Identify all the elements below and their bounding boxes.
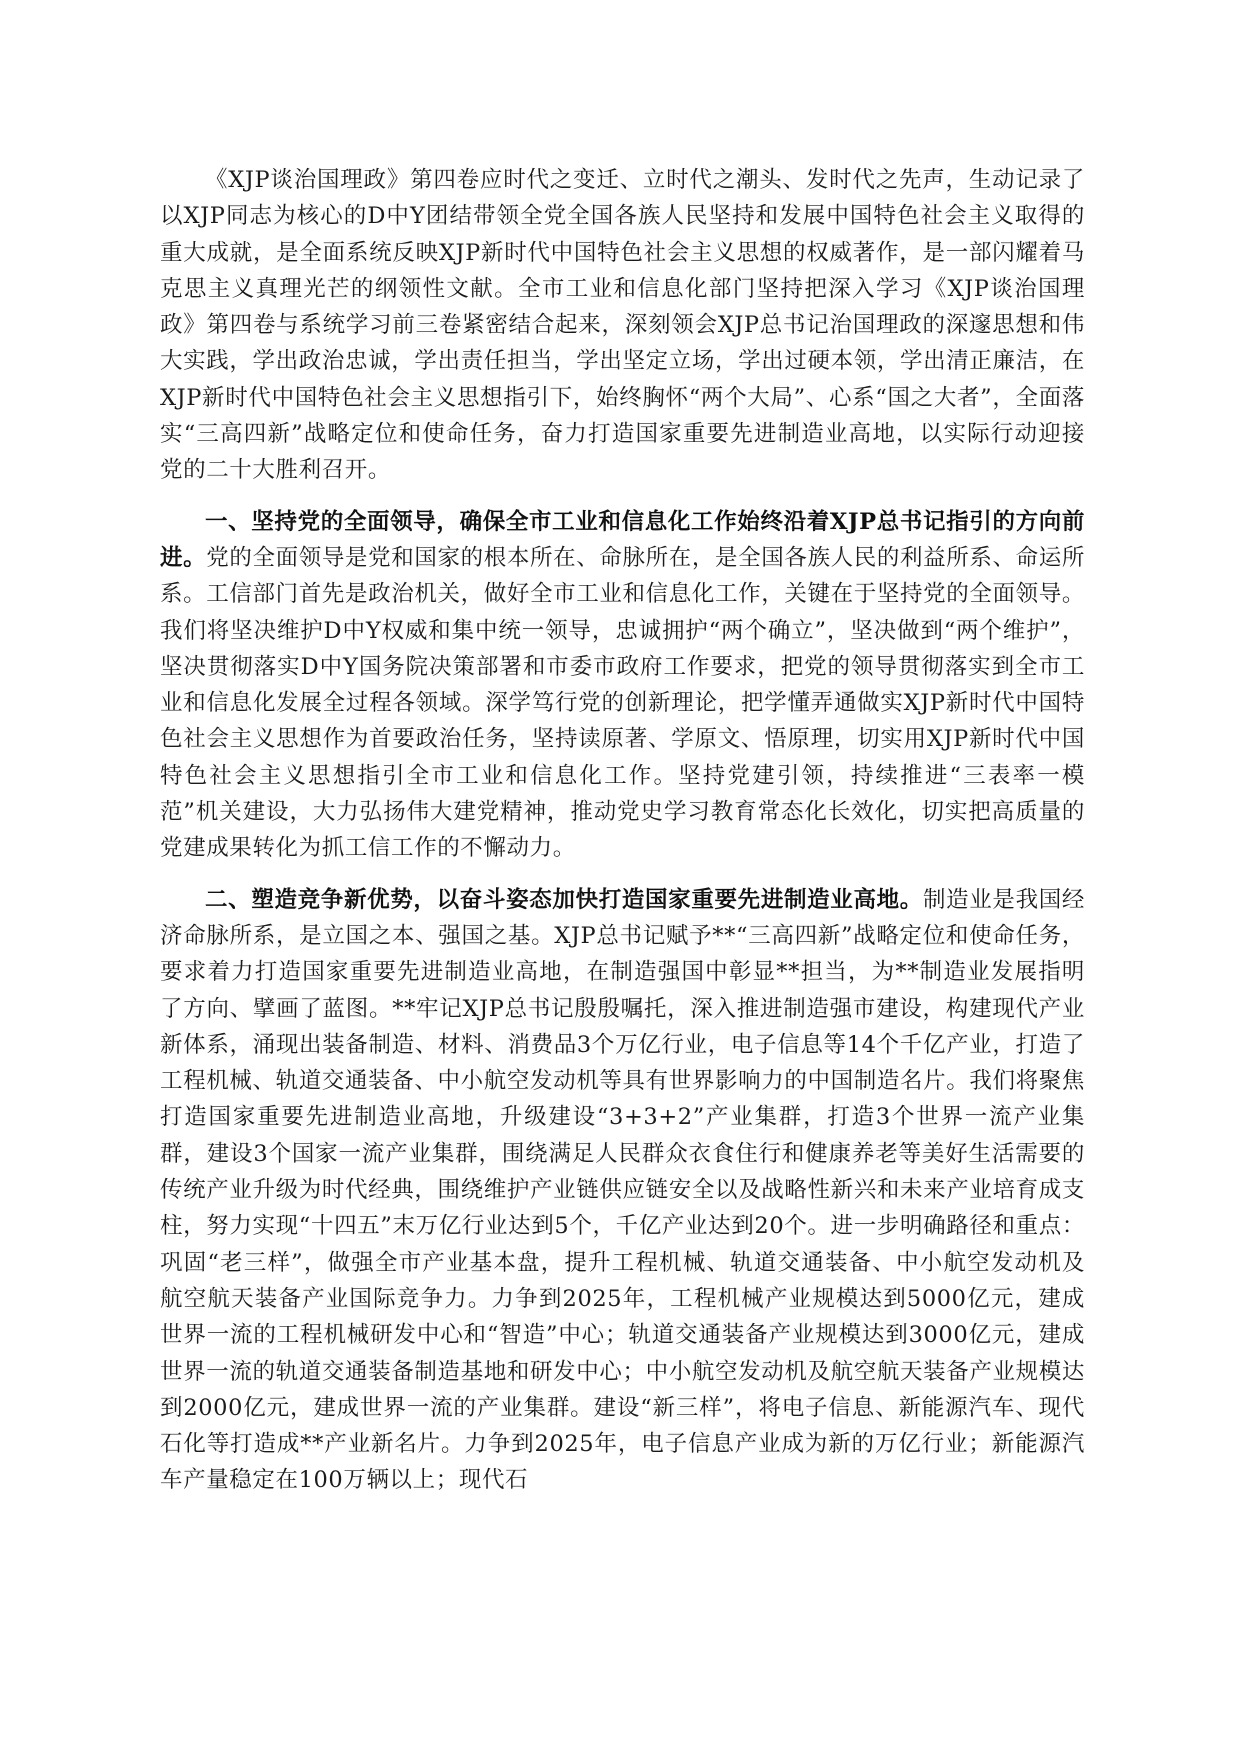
section-one-text: 党的全面领导是党和国家的根本所在、命脉所在，是全国各族人民的利益所系、命运所系。工信部门首先是政治机关，做好全市工业和信息化工作，关键在于坚持党的全面领导。我们将坚决维护D中Y权威和集中统一领导，忠诚拥护“两个确立”，坚决做到“两个维护”，坚决贯彻落实D中Y国务院决策部署和市委市政府工作要求，把党的领导贯彻落实到全市工业和信息化发展全过程各领域。深学笃行党的创新理论，把学懂弄通做实XJP新时代中国特色社会主义思想作为首要政治任务，坚持读原著、学原文、悟原理，切实用XJP新时代中国特色社会主义思想指引全市工业和信息化工作。坚持党建引领，持续推进“三表率一模范”机关建设，大力弘扬伟大建党精神，推动党史学习教育常态化长效化，切实把高质量的党建成果转化为抓工信工作的不懈动力。: [160, 544, 1086, 862]
intro-paragraph-text: 《XJP谈治国理政》第四卷应时代之变迁、立时代之潮头、发时代之先声，生动记录了以XJP同志为核心的D中Y团结带领全党全国各族人民坚持和发展中国特色社会主义取得的重大成就，是全面系统反映XJP新时代中国特色社会主义思想的权威著作，是一部闪耀着马克思主义真理光芒的纲领性文献。全市工业和信息化部门坚持把深入学习《XJP谈治国理政》第四卷与系统学习前三卷紧密结合起来，深刻领会XJP总书记治国理政的深邃思想和伟大实践，学出政治忠诚，学出责任担当，学出坚定立场，学出过硬本领，学出清正廉洁，在XJP新时代中国特色社会主义思想指引下，始终胸怀“两个大局”、心系“国之大者”，全面落实“三高四新”战略定位和使命任务，奋力打造国家重要先进制造业高地，以实际行动迎接党的二十大胜利召开。: [160, 167, 1085, 484]
section-two-heading: 二、塑造竞争新优势，以奋斗姿态加快打造国家重要先进制造业高地。: [205, 886, 923, 913]
section-two-paragraph: [160, 882, 1085, 1499]
section-one-paragraph: [160, 504, 1085, 867]
section-two-text: 制造业是我国经济命脉所系，是立国之本、强国之基。XJP总书记赋予**“三高四新”战略定位和使命任务，要求着力打造国家重要先进制造业高地，在制造强国中彰显**担当，为**制造业发展指明了方向、擘画了蓝图。**牢记XJP总书记殷殷嘱托，深入推进制造强市建设，构建现代产业新体系，涌现出装备制造、材料、消费品3个万亿行业，电子信息等14个千亿产业，打造了工程机械、轨道交通装备、中小航空发动机等具有世界影响力的中国制造名片。我们将聚焦打造国家重要先进制造业高地，升级建设“3+3+2”产业集群，打造3个世界一流产业集群，建设3个国家一流产业集群，围绕满足人民群众衣食住行和健康养老等美好生活需要的传统产业升级为时代经典，围绕维护产业链供应链安全以及战略性新兴和未来产业培育成支柱，努力实现“十四五”末万亿行业达到5个，千亿产业达到20个。进一步明确路径和重点：巩固“老三样”，做强全市产业基本盘，提升工程机械、轨道交通装备、中小航空发动机及航空航天装备产业国际竞争力。力争到2025年，工程机械产业规模达到5000亿元，建成世界一流的工程机械研发中心和“智造”中心；轨道交通装备产业规模达到3000亿元，建成世界一流的轨道交通装备制造基地和研发中心；中小航空发动机及航空航天装备产业规模达到2000亿元，建成世界一流的产业集群。建设“新三样”，将电子信息、新能源汽车、现代石化等打造成**产业新名片。力争到2025年，电子信息产业成为新的万亿行业；新能源汽车产量稳定在100万辆以上；现代石: [160, 886, 1085, 1494]
document-body: [160, 162, 1085, 1499]
section-one-heading: 一、坚持党的全面领导，确保全市工业和信息化工作始终沿着XJP总书记指引的方向前进。: [160, 508, 1085, 571]
intro-paragraph: [160, 162, 1085, 489]
